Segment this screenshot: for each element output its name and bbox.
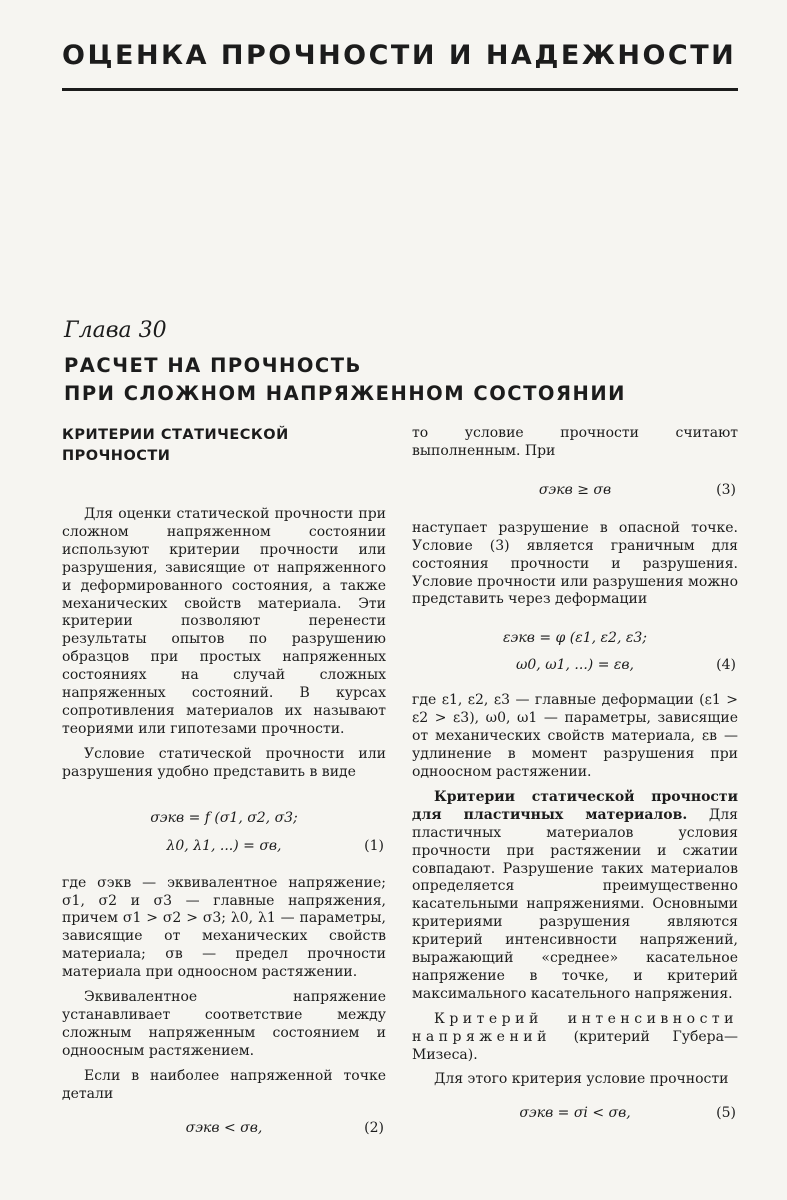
section-heading-line-2: ПРОЧНОСТИ	[62, 448, 171, 464]
formula-4-line-1: εэкв = φ (ε1, ε2, ε3;	[503, 630, 647, 647]
paragraph: Эквивалентное напряжение устанавливает соответствие между сложным напряженным состоянием и одноосным растяжением.	[62, 989, 386, 1059]
paragraph-text: Для пластичных материалов условия прочности при растяжении и сжатии совпадают. Разрушение таких материалов определяется преимущественно касательными напряжениями. Основными критериями разрушения являются критерий интенсивности напряжений, выражающий «среднее» касательное напряжение в точке, и критерий максимального касательного напряжения.	[412, 806, 739, 1002]
right-column	[412, 425, 738, 1132]
formula-4-cont	[412, 652, 738, 680]
section-heading-line-1: КРИТЕРИИ СТАТИЧЕСКОЙ	[62, 427, 289, 443]
equation-number-3: (3)	[716, 481, 736, 498]
paragraph-text: (критерий Губера—Мизеса).	[412, 1028, 738, 1063]
header-rule	[62, 88, 738, 91]
chapter-title-line-1: РАСЧЕТ НА ПРОЧНОСТЬ	[64, 354, 362, 377]
equation-number-5: (5)	[716, 1105, 736, 1122]
section-heading	[62, 425, 386, 467]
criterion-name: Критерий интенсивности напряжений	[412, 1010, 738, 1045]
paragraph: Условие статической прочности или разрушения удобно представить в виде	[62, 745, 386, 780]
formula-2	[62, 1110, 386, 1146]
paragraph: то условие прочности считают выполненным. При	[412, 425, 738, 459]
chapter-title-line-2: ПРИ СЛОЖНОМ НАПРЯЖЕННОМ СОСТОЯНИИ	[64, 382, 626, 405]
formula-5-text: σэкв = σi < σв,	[519, 1105, 631, 1122]
formula-4-line-2: ω0, ω1, ...) = εв,	[515, 657, 634, 674]
chapter-label: Глава 30	[64, 318, 167, 343]
left-column	[62, 425, 386, 1146]
paragraph: Для этого критерия условие прочности	[434, 1071, 729, 1088]
formula-3	[412, 468, 738, 514]
paragraph: Для оценки статической прочности при сложном напряженном состоянии используют критерии прочности или разрушения, зависящие от напряженного и деформированного состояния, а также механических свойств материала. Эти критерии позволяют перенести результаты опытов по разрушению образцов при простых напряженных состояниях на случай сложных напряженных состояний. В курсах сопротивления материалов их называют теориями или гипотезами прочности.	[62, 506, 386, 737]
chapter-title	[64, 352, 626, 408]
formula-1-line-2: λ0, λ1, ...) = σв,	[166, 837, 282, 854]
formula-4	[412, 626, 738, 652]
equation-number-2: (2)	[364, 1119, 384, 1136]
formula-5	[412, 1096, 738, 1132]
formula-2-text: σэкв < σв,	[185, 1119, 263, 1136]
equation-number-4: (4)	[716, 657, 736, 674]
paragraph: где σэкв — эквивалентное напряжение; σ1, σ2 и σ3 — главные напряжения, причем σ1 > σ2 > σ3; λ0, λ1 — параметры, зависящие от механических свойств материала; σв — предел прочности материала при одноосном растяжении.	[62, 874, 386, 981]
subheading-plastic: Критерии статической прочности для пластичных материалов.	[412, 788, 738, 823]
paragraph	[412, 789, 738, 1004]
equation-number-1: (1)	[364, 837, 384, 854]
paragraph	[412, 1011, 738, 1065]
running-title: ОЦЕНКА ПРОЧНОСТИ И НАДЕЖНОСТИ	[62, 40, 737, 71]
paragraph: где ε1, ε2, ε3 — главные деформации (ε1 > ε2 > ε3), ω0, ω1 — параметры, зависящие от механических свойств материала, εв — удлинение в момент разрушения при одноосном растяжении.	[412, 692, 738, 780]
paragraph: Если в наиболее напряженной точке детали	[62, 1067, 386, 1102]
formula-1-cont	[62, 833, 386, 861]
formula-3-text: σэкв ≥ σв	[538, 481, 612, 498]
formula-1-line-1: σэкв = f (σ1, σ2, σ3;	[150, 809, 298, 826]
formula-1	[62, 805, 386, 833]
paragraph: наступает разрушение в опасной точке. Условие (3) является граничным для состояния прочности и разрушения. Условие прочности или разрушения можно представить через деформации	[412, 519, 738, 608]
